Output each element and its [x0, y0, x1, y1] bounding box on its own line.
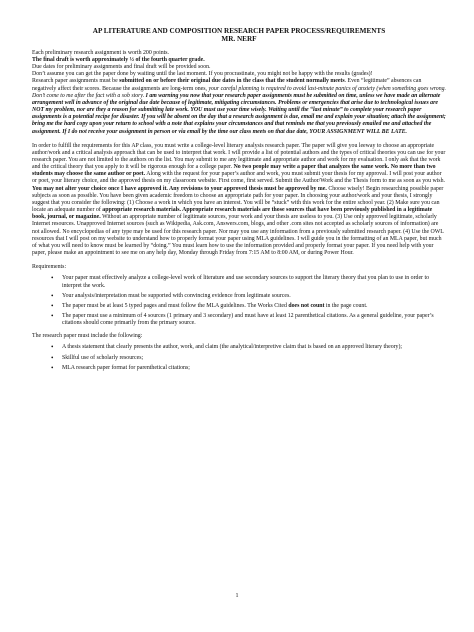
item-emphasis: does not count: [288, 302, 325, 309]
deadline-text: Research paper assignments must be: [32, 78, 120, 85]
deadline-paragraph: [32, 78, 446, 135]
body-text: Choose wisely! Begin researching possible paper subjects as soon as possible. You have been given academic freedom to choose an appropriate path for your paper. In choosing your author/work and your thesis, I strongly suggest that you consider the following: (1) Choose a work in which you have an interest. You will be “stuck” with this work for the entire school year. (2) Make sure you can locate an adequate number of: [32, 185, 444, 214]
document-title: [32, 27, 446, 44]
deadline-bold: submitted on or before their original due dates in the class that the student normally meets: [119, 78, 345, 85]
title-line: AP LITERATURE AND COMPOSITION RESEARCH PAPER PROCESS/REQUIREMENTS: [92, 27, 386, 35]
include-list: [32, 344, 446, 371]
list-item: • MLA research paper format for parenthetical citations;: [62, 365, 446, 372]
intro-line-warning: Don’t assume you can get the paper done by waiting until the last moment. If you procrastinate, you might not be happy with the results (grades)!: [32, 71, 373, 78]
list-item: • Skillful use of scholarly resources;: [62, 355, 446, 362]
body-rule: You may not alter your choice once I have approved it. Any revisions to your approved thesis must be approved by me.: [32, 185, 327, 192]
list-item: • Your analysis/interpretation must be supported with convincing evidence from legitimate sources.: [62, 293, 446, 300]
list-item: [62, 303, 446, 310]
intro-line-due-dates: Due dates for preliminary assignments and final draft will be provided soon.: [32, 64, 211, 71]
requirements-list: [32, 275, 446, 327]
late-warning: YOUR ASSIGNMENT WILL BE LATE.: [309, 128, 408, 135]
intro-lines: [32, 50, 446, 79]
list-item: • Your paper must effectively analyze a college-level work of literature and use secondary sources to support the literary theory that you plan to use in order to interpret the work.: [62, 275, 446, 289]
deadline-warning: I am warning you now that your research paper assignments must be submitted on time, unless we have made an alternate arrangement well in advance of the original due date because of legitimate, mitigating circumstances. Problems or emergencies that arise due to technological issues are NOT my problem, nor are they a reason for submitting late work. YOU must use your time wisely. Waiting until the “last minute” to complete your research paper assignments is a potential recipe for disaster. If you will be absent on the day that a research assignment is due, email me and explain your situation; attach the assignment; bring me the hard copy upon your return to school with a note that explains your circumstances and that reminds me that you previously emailed me and attached the assignment. If I do not receive your assignment in person or via email by the time our class meets on that due date,: [32, 92, 446, 135]
body-rule: appropriate research materials. Appropriate research materials are those sources that have been previously published in a legitimate book, journal, or magazine.: [32, 207, 433, 221]
list-item: • A thesis statement that clearly presents the author, work, and claim (the analytical/interpretive claim that is based on an approved literary theory);: [62, 344, 446, 351]
intro-line-final-draft: The final draft is worth approximately ½ of the fourth quarter grade.: [32, 56, 205, 63]
list-item: • The paper must use a minimum of 4 sources (1 primary and 3 secondary) and must have at least 12 parenthetical citations. As a general guideline, your paper’s citations should come primarily from the primary source.: [62, 313, 446, 327]
body-paragraph: [32, 143, 446, 258]
deadline-text: . Even “legitimate” absences can negatively affect their scores. Because the assignments are long-term ones,: [32, 78, 422, 92]
body-text: Along with the request for your paper’s author and work, you must submit your thesis for my approval. I will post your author or poet, your literary choice, and the approved thesis on my classroom website. First come, first served. Submit the Author/Work and the Thesis form to me as soon as you wish.: [32, 171, 445, 185]
include-label: The research paper must include the following:: [32, 333, 143, 340]
deadline-italic: your careful planning is required to avoid last-minute panics of anxiety (when something goes wrong. Don’t come to me after the fact with a sob story.: [32, 85, 447, 99]
item-text: in the page count.: [324, 302, 368, 309]
requirements-label: Requirements:: [32, 264, 67, 271]
body-text: Without an appropriate number of legitimate sources, your work and your thesis are useless to you. (3) Use only approved legitimate, scholarly Internet resources. Unapproved Internet sources (such as Wikipedia, Ask.com, Answers.com, blogs, and other .com sites not accepted as scholarly sources of information) are not allowed. No encyclopedias of any type may be used for this research paper. Nor may you use any information from a previously submitted research paper. (4) Use the OWL resources that I will post on my website to understand how to properly format your paper using MLA guidelines. I will guide you in the formatting of an MLA paper, but much of what you will need to know must be learned by “doing.” You must learn how to use the information provided and properly format your paper. If you need help with your paper, please make an appointment to see me on any help day, Monday through Friday from 7:15 AM to 8:00 AM, or during Power Hour.: [32, 214, 444, 257]
teacher-name: MR. NERF: [221, 35, 257, 44]
body-rule: No two people may write a paper that analyzes the same work. No more than two students may choose the same author or poet.: [32, 164, 436, 178]
intro-line-points: Each preliminary research assignment is worth 200 points.: [32, 49, 169, 56]
page-number: 1: [235, 593, 239, 599]
item-text: The paper must be at least 5 typed pages and must follow the MLA guidelines. The Works Cited: [62, 302, 289, 309]
body-text: In order to fulfill the requirements for this AP class, you must write a college-level literary analysis research paper. The paper will give you leeway to choose an appropriate author/work and a critical analysis approach that can be used to interpret that work. I will provide a list of potential authors and the types of critical theories you can use for your research paper. You are not limited to the authors on the list. You may submit to me any legitimate and appropriate author and work for my evaluation. I only ask that the work and the critical theory that you apply to it will be rigorous enough for a college paper.: [32, 142, 446, 171]
